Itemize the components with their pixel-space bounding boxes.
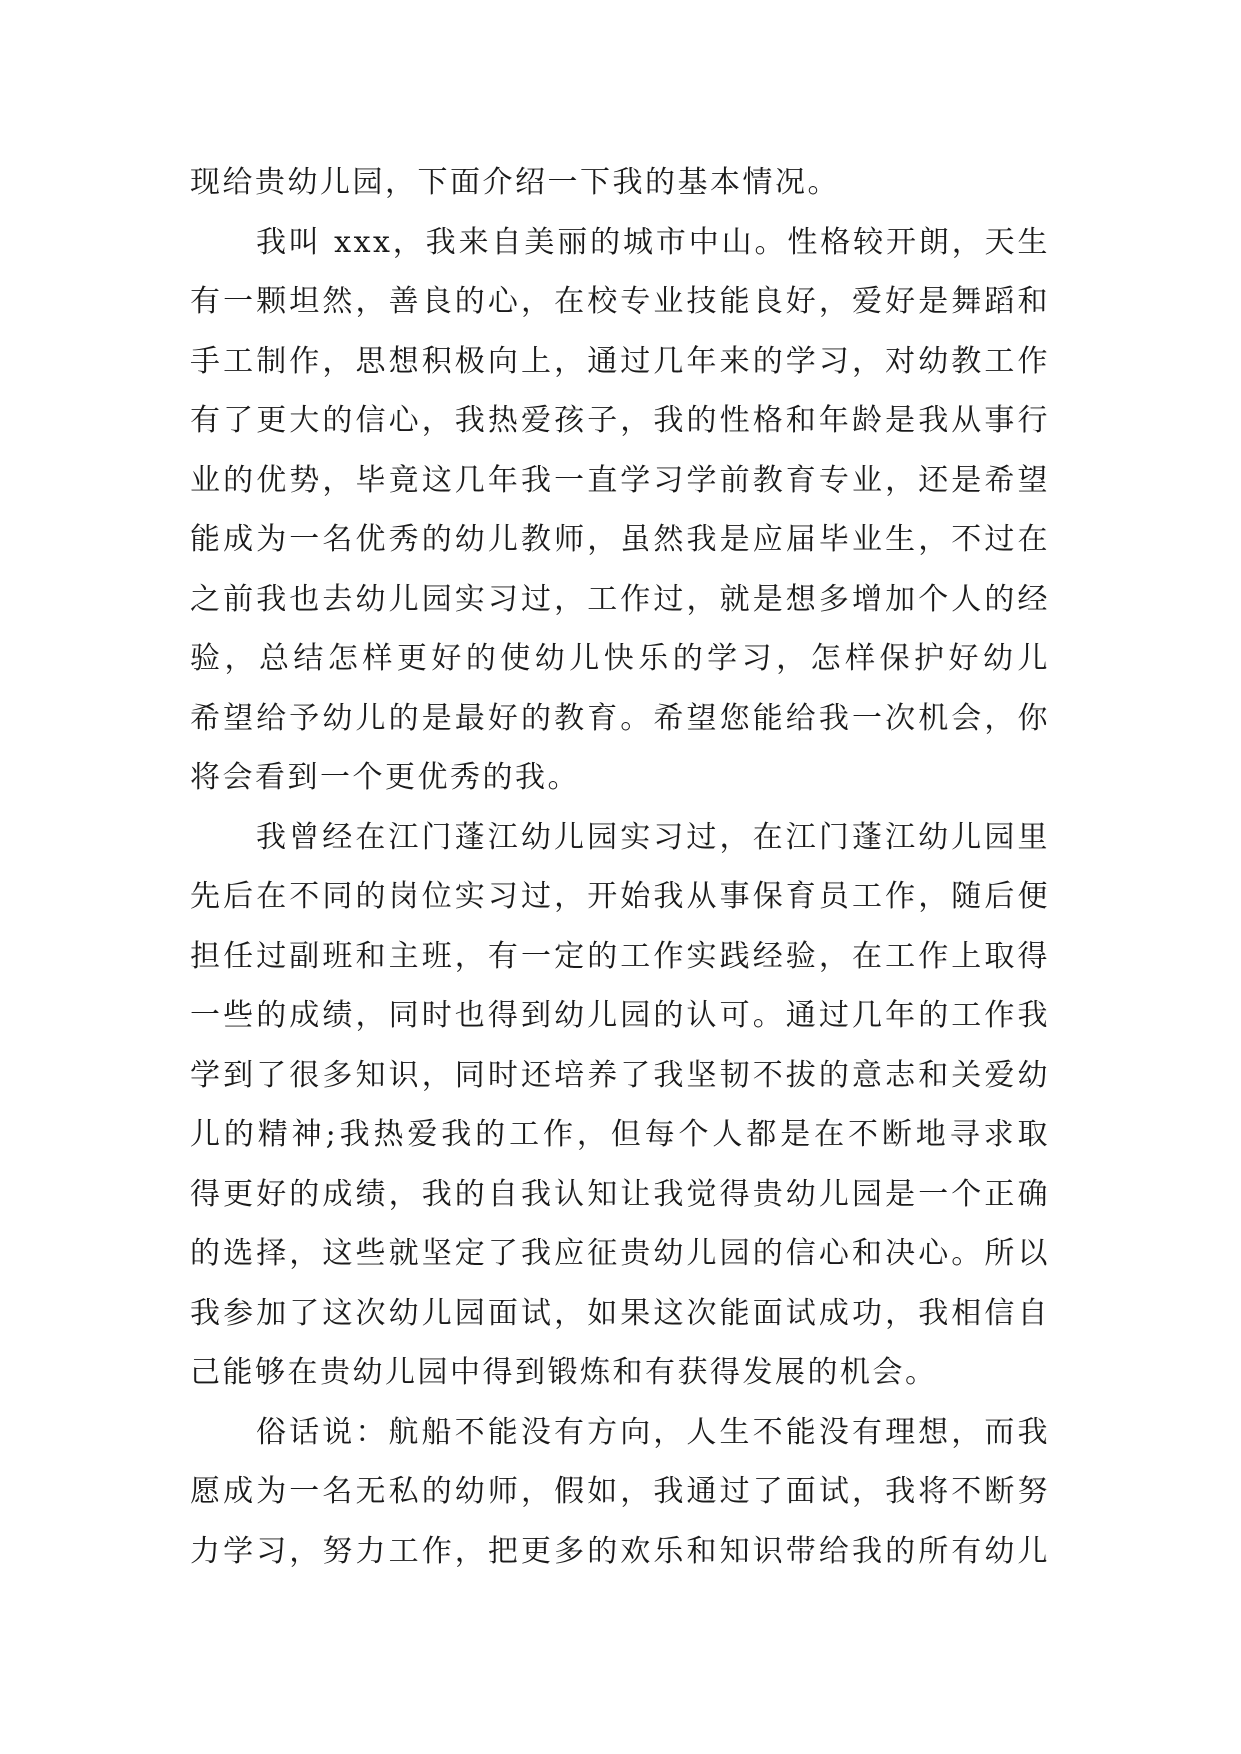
text-line: 现给贵幼儿园，下面介绍一下我的基本情况。 <box>190 165 840 200</box>
text-line: 将会看到一个更优秀的我。 <box>190 760 580 795</box>
text-line: 我曾经在江门蓬江幼儿园实习过，在江门蓬江幼儿园里 <box>256 819 1050 855</box>
text-line: 一些的成绩，同时也得到幼儿园的认可。通过几年的工作我 <box>190 998 1050 1033</box>
text-line: 的选择，这些就坚定了我应征贵幼儿园的信心和决心。所以 <box>190 1236 1050 1271</box>
text-line: 先后在不同的岗位实习过，开始我从事保育员工作，随后便 <box>190 879 1050 914</box>
text-line: 学到了很多知识，同时还培养了我坚韧不拔的意志和关爱幼 <box>190 1057 1050 1093</box>
text-line: 能成为一名优秀的幼儿教师，虽然我是应届毕业生，不过在 <box>190 522 1050 557</box>
text-line: 我叫 xxx，我来自美丽的城市中山。性格较开朗，天生 <box>256 224 1050 260</box>
text-line: 己能够在贵幼儿园中得到锻炼和有获得发展的机会。 <box>190 1355 938 1390</box>
text-line: 儿的精神;我热爱我的工作，但每个人都是在不断地寻求取 <box>190 1117 1050 1152</box>
text-line: 力学习，努力工作，把更多的欢乐和知识带给我的所有幼儿 <box>190 1533 1050 1569</box>
text-line: 得更好的成绩，我的自我认知让我觉得贵幼儿园是一个正确 <box>190 1176 1050 1212</box>
text-line: 愿成为一名无私的幼师，假如，我通过了面试，我将不断努 <box>190 1474 1050 1509</box>
text-line: 验，总结怎样更好的使幼儿快乐的学习，怎样保护好幼儿 <box>190 641 1050 676</box>
text-line: 手工制作，思想积极向上，通过几年来的学习，对幼教工作 <box>190 343 1050 379</box>
text-line: 俗话说：航船不能没有方向，人生不能没有理想，而我 <box>256 1414 1050 1450</box>
document-body <box>190 153 1050 1581</box>
text-line: 之前我也去幼儿园实习过，工作过，就是想多增加个人的经 <box>190 581 1050 617</box>
text-line: 有了更大的信心，我热爱孩子，我的性格和年龄是我从事行 <box>190 403 1050 438</box>
text-line: 担任过副班和主班，有一定的工作实践经验，在工作上取得 <box>190 938 1050 974</box>
text-line: 业的优势，毕竟这几年我一直学习学前教育专业，还是希望 <box>190 462 1050 498</box>
text-line: 有一颗坦然，善良的心，在校专业技能良好，爱好是舞蹈和 <box>190 284 1050 319</box>
text-line: 希望给予幼儿的是最好的教育。希望您能给我一次机会，你 <box>190 700 1050 736</box>
text-line: 我参加了这次幼儿园面试，如果这次能面试成功，我相信自 <box>190 1295 1050 1331</box>
